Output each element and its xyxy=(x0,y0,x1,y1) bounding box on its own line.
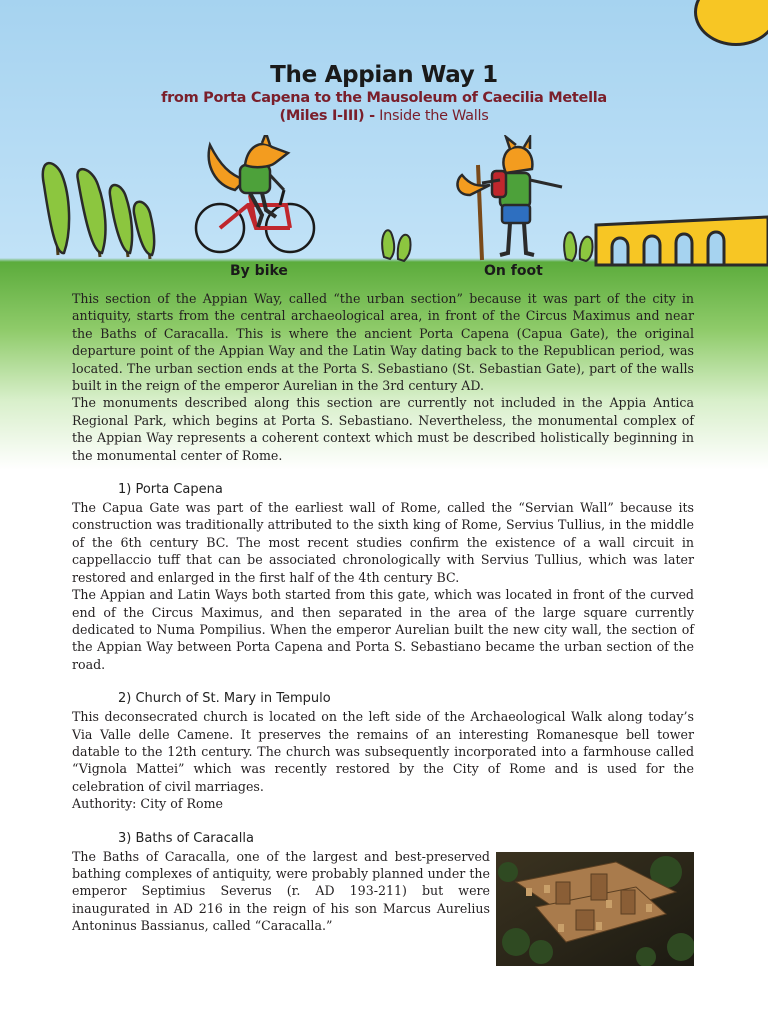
section-heading: 2) Church of St. Mary in Tempulo xyxy=(118,691,331,707)
article-body xyxy=(72,290,694,935)
section-paragraph: Authority: City of Rome xyxy=(72,796,223,812)
by-bike-label: By bike xyxy=(230,263,288,279)
tree-icon xyxy=(110,185,132,257)
section-paragraph: The Baths of Caracalla, one of the largest and best-preserved bathing complexes of antiquity, were probably planned under the emperor Septimius Severus (r. AD 193-211) but were inaugurated in AD 216 in the reign of his son Marcus Aurelius Antoninus Bassianus, called “Caracalla.” xyxy=(72,848,490,934)
on-foot-label: On foot xyxy=(484,263,543,279)
page-subtitle-miles xyxy=(0,108,768,124)
walls-note: Inside the Walls xyxy=(374,108,489,124)
bush-icon xyxy=(564,232,592,261)
hiker-fox-icon xyxy=(457,137,562,260)
page-subtitle: from Porta Capena to the Mausoleum of Caecilia Metella xyxy=(161,90,607,106)
bush-icon xyxy=(382,230,410,261)
section-paragraph: The Appian and Latin Ways both started from this gate, which was located in front of the curved end of the Circus Maximus, and then separated in the area of the large square currently dedicated to Numa Pompilius. When the emperor Aurelian built the new city wall, the section of the Appian Way between Porta Capena and Porta S. Sebastiano became the urban section of the road. xyxy=(72,587,694,672)
tree-icon xyxy=(134,202,154,259)
section-paragraph: This deconsecrated church is located on the left side of the Archaeological Walk along today’s Via Valle delle Camene. It preserves the remains of an interesting Romanesque bell tower datable to the 12th century. The church was subsequently incorporated into a farmhouse called “Vignola Mattei” which was recently restored by the City of Rome and is used for the celebration of civil marriages. xyxy=(72,709,694,794)
header xyxy=(0,62,768,124)
intro-paragraph: This section of the Appian Way, called “the urban section” because it was part of the city in antiquity, starts from the central archaeological area, in front of the Circus Maximus and near the Baths of Caracalla. This is where the ancient Porta Capena (Capua Gate), the original departure point of the Appian Way and the Latin Way dating back to the Republican period, was located. The urban section ends at the Porta S. Sebastiano (St. Sebastian Gate), part of the walls built in the reign of the emperor Aurelian in the 3rd century AD. xyxy=(72,291,694,394)
section-heading: 1) Porta Capena xyxy=(118,482,223,498)
tree-icon xyxy=(77,169,105,257)
miles-range: (Miles I-III) - xyxy=(279,108,375,124)
baths-of-caracalla-photo xyxy=(496,852,694,966)
tree-icon xyxy=(43,163,69,255)
aqueduct-icon xyxy=(596,217,768,265)
cyclist-fox-icon xyxy=(196,135,314,252)
cartoon-scene xyxy=(0,135,768,270)
intro-paragraph: The monuments described along this section are currently not included in the Appia Antica Regional Park, which begins at Porta S. Sebastiano. Nevertheless, the monumental complex of the Appian Way represents a coherent context which must be described holistically beginning in the monumental center of Rome. xyxy=(72,395,694,463)
section-heading: 3) Baths of Caracalla xyxy=(118,830,254,846)
page-title: The Appian Way 1 xyxy=(270,62,498,88)
sun-icon xyxy=(694,0,768,46)
section-paragraph: The Capua Gate was part of the earliest wall of Rome, called the “Servian Wall” because its construction was traditionally attributed to the sixth king of Rome, Servius Tullius, in the middle of the 6th century BC. The most recent studies confirm the existence of a wall circuit in cappellaccio tuff that can be associated chronologically with Servius Tullius, which was later restored and enlarged in the first half of the 4th century BC. xyxy=(72,500,694,585)
